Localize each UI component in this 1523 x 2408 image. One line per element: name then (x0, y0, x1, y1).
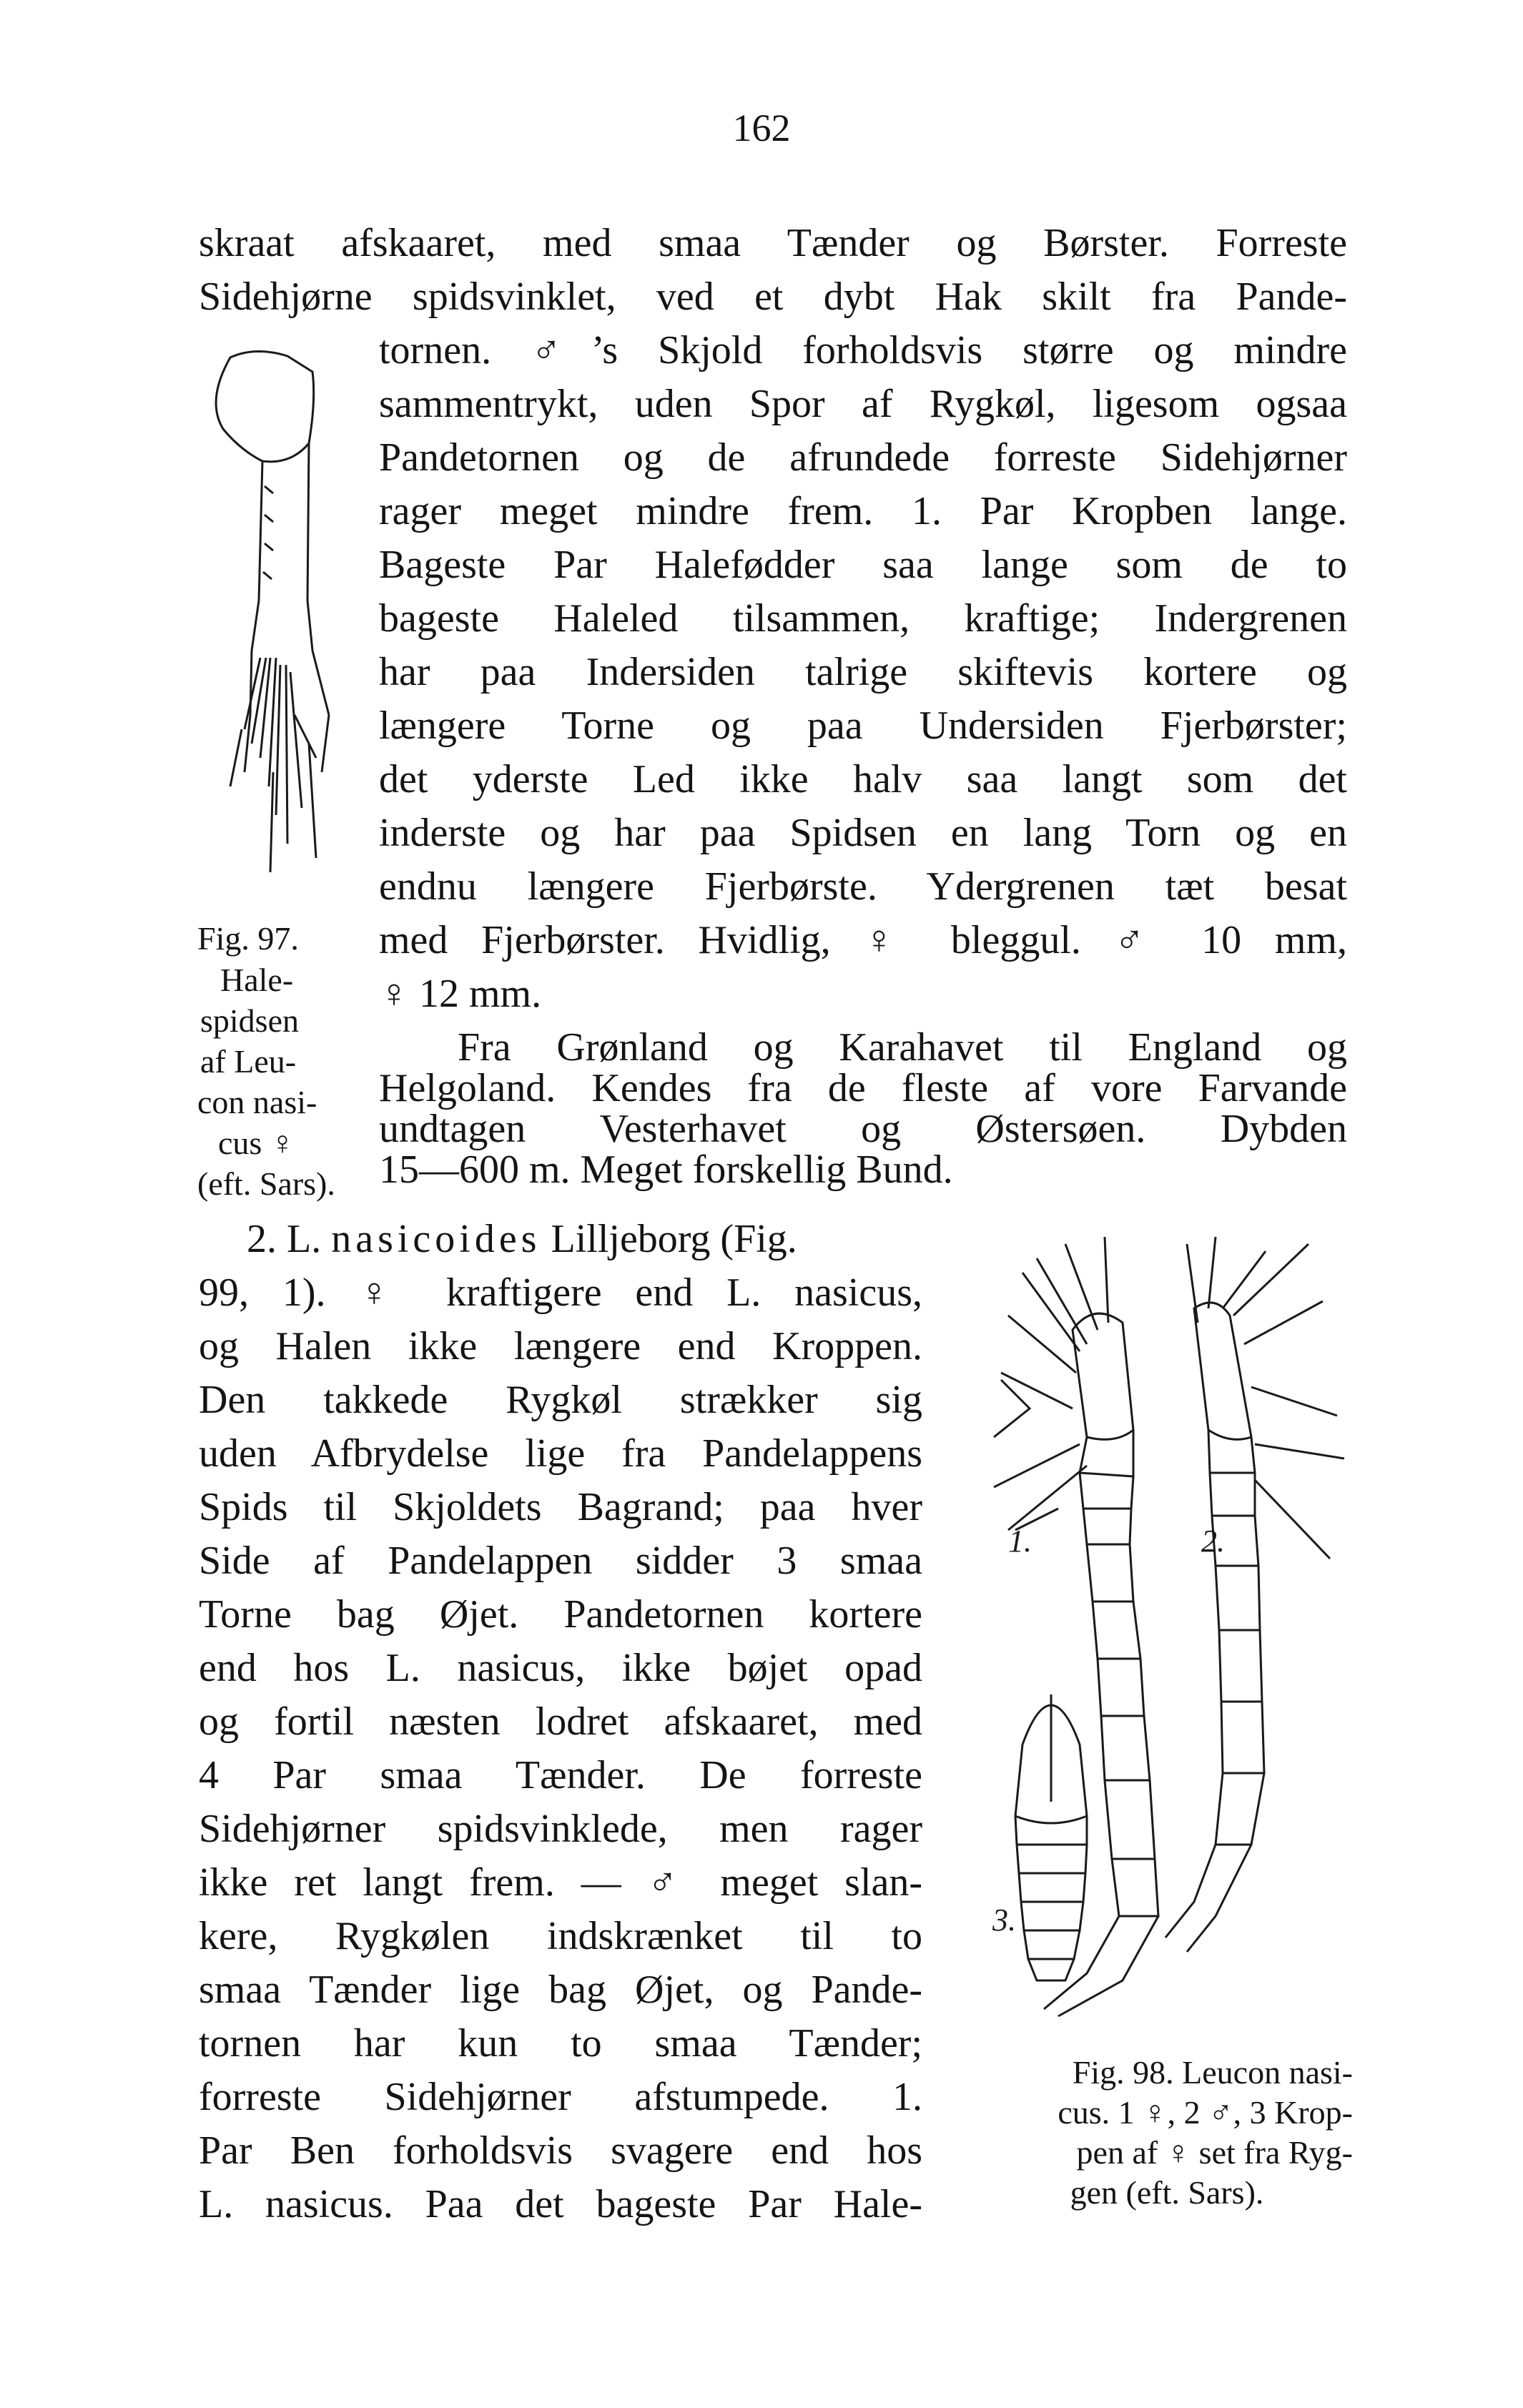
species-heading (247, 1219, 797, 1259)
species-name: nasicoides (331, 1217, 541, 1261)
body-line: end hos L. nasicus, ikke bøjet opad (199, 1646, 922, 1690)
species-author: Lilljeborg (Fig. (551, 1217, 797, 1261)
fig97-caption-line: af Leu- (200, 1043, 297, 1080)
body-line: rager meget mindre frem. 1. Par Kropben lange. (379, 489, 1347, 533)
body-line: undtagen Vesterhavet og Østersøen. Dybden (379, 1107, 1347, 1151)
fig98-label-1: 1. (1008, 1524, 1032, 1559)
species-number: 2. L. (247, 1217, 322, 1261)
body-line: Helgoland. Kendes fra de fleste af vore Farvande (379, 1066, 1347, 1110)
body-line: Bageste Par Halefødder saa lange som de to (379, 543, 1347, 587)
body-line: tornen. ♂’s Skjold forholdsvis større og mindre (379, 328, 1347, 372)
body-line: længere Torne og paa Undersiden Fjerbørster; (379, 704, 1347, 748)
body-line: Pandetornen og de afrundede forreste Sidehjørner (379, 435, 1347, 480)
fig98-label-3: 3. (992, 1903, 1016, 1938)
body-line: bageste Haleled tilsammen, kraftige; Indergrenen (379, 596, 1347, 641)
body-line: kere, Rygkølen indskrænket til to (199, 1914, 922, 1958)
body-line: og Halen ikke længere end Kroppen. (199, 1324, 922, 1368)
body-line: Par Ben forholdsvis svagere end hos (199, 2128, 922, 2173)
fig97-caption-line: (eft. Sars). (197, 1165, 335, 1202)
fig97-caption-line: Hale- (220, 962, 294, 998)
body-line: skraat afskaaret, med smaa Tænder og Børster. Forreste (199, 221, 1347, 265)
body-line: Den takkede Rygkøl strækker sig (199, 1378, 922, 1422)
body-line: 4 Par smaa Tænder. De forreste (199, 1753, 922, 1797)
fig97-caption-line: cus ♀ (218, 1125, 295, 1161)
body-line: uden Afbrydelse lige fra Pandelappens (199, 1431, 922, 1476)
fig98-caption-line: cus. 1 ♀, 2 ♂, 3 Krop- (1058, 2094, 1353, 2131)
fig98-caption-line: gen (eft. Sars). (1070, 2174, 1264, 2211)
body-line: forreste Sidehjørner afstumpede. 1. (199, 2075, 922, 2119)
body-line: Sidehjørne spidsvinklet, ved et dybt Hak skilt fra Pande- (199, 275, 1347, 319)
fig97-caption-line: Fig. 97. (197, 920, 299, 957)
body-line: har paa Indersiden talrige skiftevis kortere og (379, 650, 1347, 694)
body-line: endnu længere Fjerbørste. Ydergrenen tæt besat (379, 864, 1347, 909)
body-line: Torne bag Øjet. Pandetornen kortere (199, 1592, 922, 1637)
fig97-illustration (202, 343, 345, 887)
body-line: L. nasicus. Paa det bageste Par Hale- (199, 2182, 922, 2226)
body-line: og fortil næsten lodret afskaaret, med (199, 1699, 922, 1744)
fig98-illustration (980, 1230, 1366, 2045)
body-line: smaa Tænder lige bag Øjet, og Pande- (199, 1968, 922, 2012)
body-line: inderste og har paa Spidsen en lang Torn og en (379, 811, 1347, 855)
fig98-caption-line: pen af ♀ set fra Ryg- (1076, 2134, 1353, 2171)
body-line: ikke ret langt frem. — ♂ meget slan- (199, 1860, 922, 1905)
body-line: 15—600 m. Meget forskellig Bund. (379, 1148, 953, 1192)
body-line: med Fjerbørster. Hvidlig, ♀ bleggul. ♂ 10 mm, (379, 918, 1347, 962)
body-line: Sidehjørner spidsvinklede, men rager (199, 1807, 922, 1851)
fig97-caption-line: spidsen (200, 1002, 299, 1039)
page-number: 162 (732, 107, 791, 149)
body-line: sammentrykt, uden Spor af Rygkøl, ligesom ogsaa (379, 382, 1347, 426)
fig98-caption-line: Fig. 98. Leucon nasi- (1072, 2054, 1353, 2091)
fig98-label-2: 2. (1201, 1524, 1225, 1559)
body-line: ♀ 12 mm. (379, 972, 542, 1016)
body-line: tornen har kun to smaa Tænder; (199, 2021, 922, 2066)
body-line: det yderste Led ikke halv saa langt som det (379, 757, 1347, 801)
body-line: Side af Pandelappen sidder 3 smaa (199, 1539, 922, 1583)
body-line: Fra Grønland og Karahavet til England og (458, 1025, 1347, 1070)
body-line: Spids til Skjoldets Bagrand; paa hver (199, 1485, 922, 1529)
body-line: 99, 1). ♀ kraftigere end L. nasicus, (199, 1270, 922, 1315)
fig97-caption-line: con nasi- (197, 1084, 317, 1120)
